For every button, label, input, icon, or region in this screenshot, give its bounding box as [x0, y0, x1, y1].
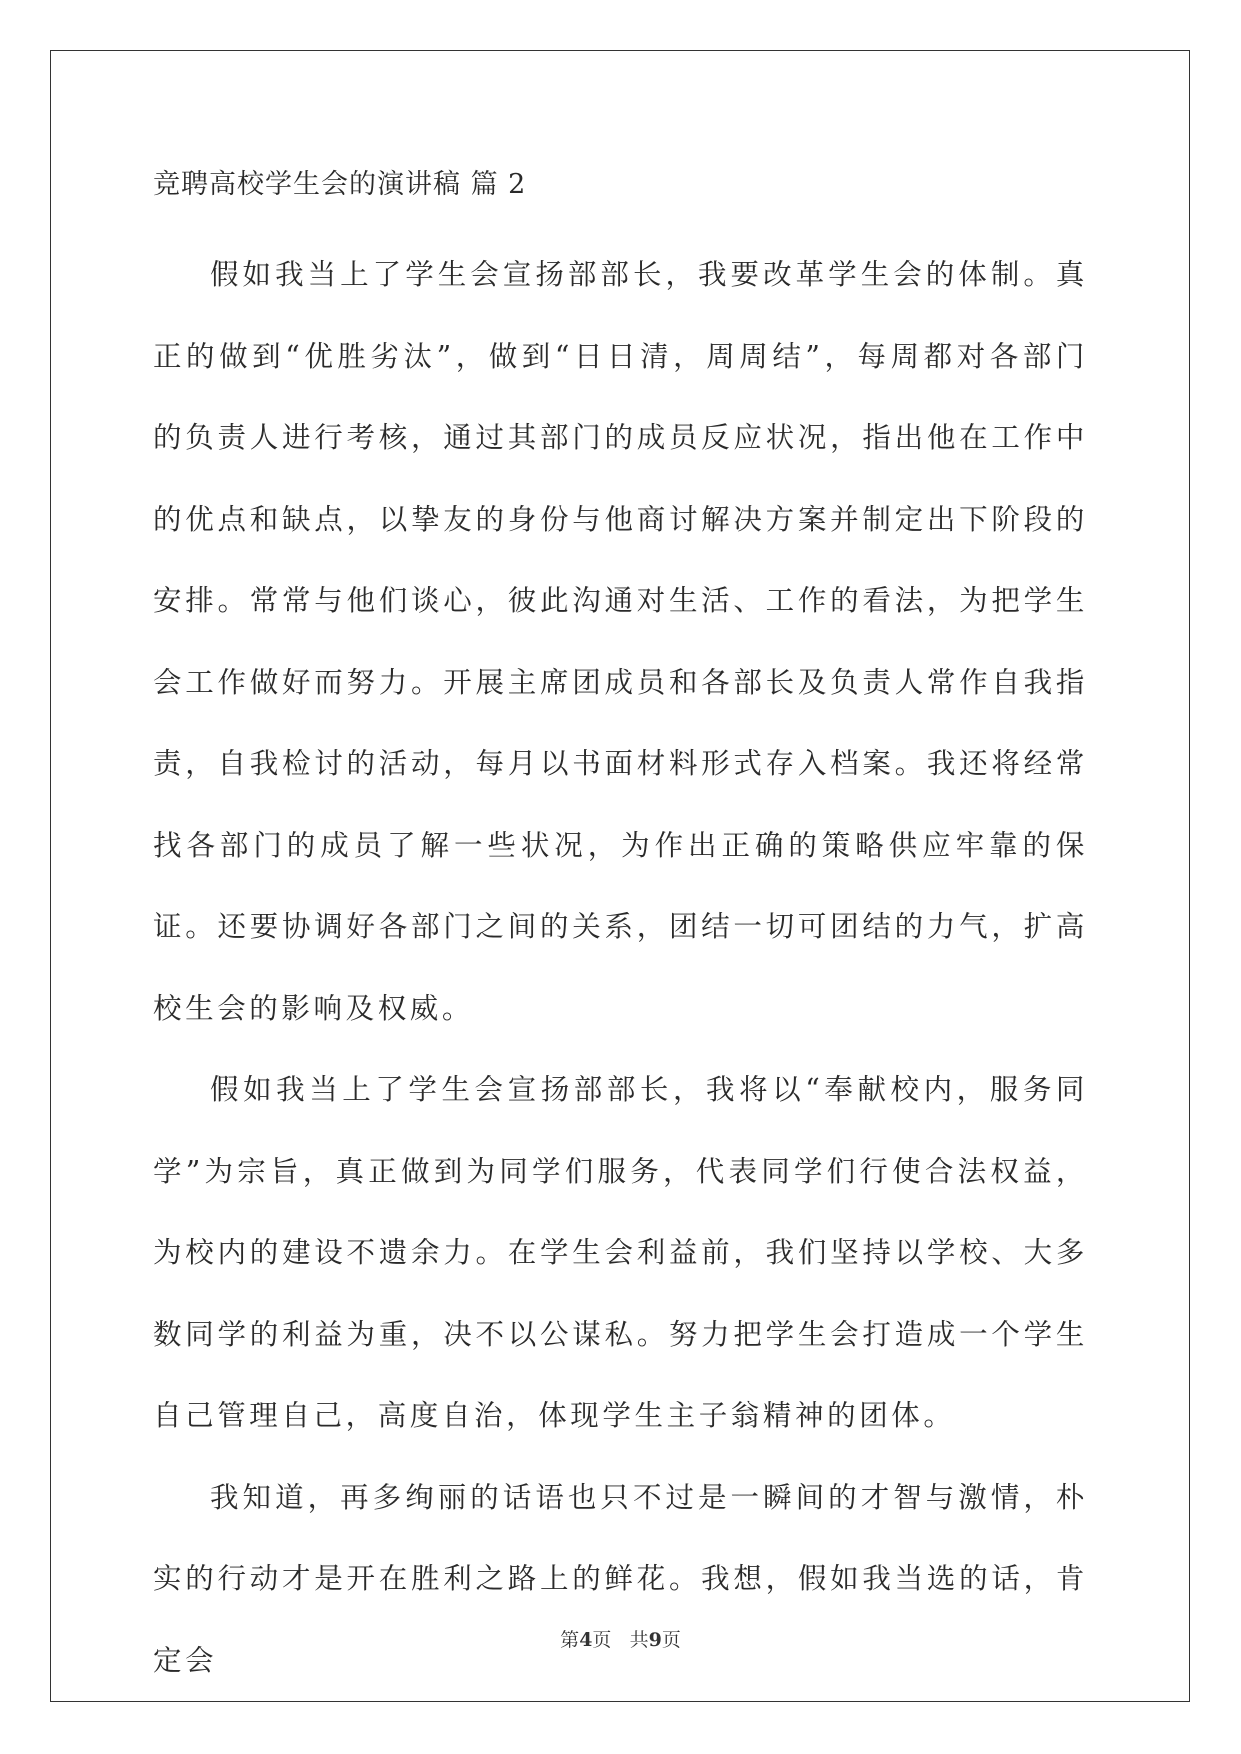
paragraph-2: 假如我当上了学生会宣扬部部长，我将以“奉献校内，服务同学”为宗旨，真正做到为同学们服务，代表同学们行使合法权益，为校内的建设不遗余力。在学生会利益前，我们坚持以学校、大多数同学的利益为重，决不以公谋私。努力把学生会打造成一个学生自己管理自己，高度自治，体现学生主子翁精神的团体。: [153, 1073, 1088, 1432]
total-prefix: 共: [629, 1629, 649, 1651]
page-suffix: 页: [592, 1629, 612, 1651]
total-page-count: 9: [648, 1629, 662, 1651]
page-footer: [0, 1625, 1241, 1652]
current-page-number: 4: [579, 1629, 593, 1651]
paragraph-3: 我知道，再多绚丽的话语也只不过是一瞬间的才智与激情，朴实的行动才是开在胜利之路上的鲜花。我想，假如我当选的话，肯定会: [153, 1480, 1088, 1677]
paragraph-1: 假如我当上了学生会宣扬部部长，我要改革学生会的体制。真正的做到“优胜劣汰”，做到“日日清，周周结”，每周都对各部门的负责人进行考核，通过其部门的成员反应状况，指出他在工作中的优点和缺点，以挚友的身份与他商讨解决方案并制定出下阶段的安排。常常与他们谈心，彼此沟通对生活、工作的看法，为把学生会工作做好而努力。开展主席团成员和各部长及负责人常作自我指责，自我检讨的活动，每月以书面材料形式存入档案。我还将经常找各部门的成员了解一些状况，为作出正确的策略供应牢靠的保证。还要协调好各部门之间的关系，团结一切可团结的力气，扩高校生会的影响及权威。: [153, 258, 1088, 1025]
document-body: [153, 165, 1088, 1701]
total-suffix: 页: [661, 1629, 681, 1651]
page-prefix: 第: [560, 1629, 580, 1651]
document-title: 竞聘高校学生会的演讲稿 篇 2: [153, 169, 527, 200]
